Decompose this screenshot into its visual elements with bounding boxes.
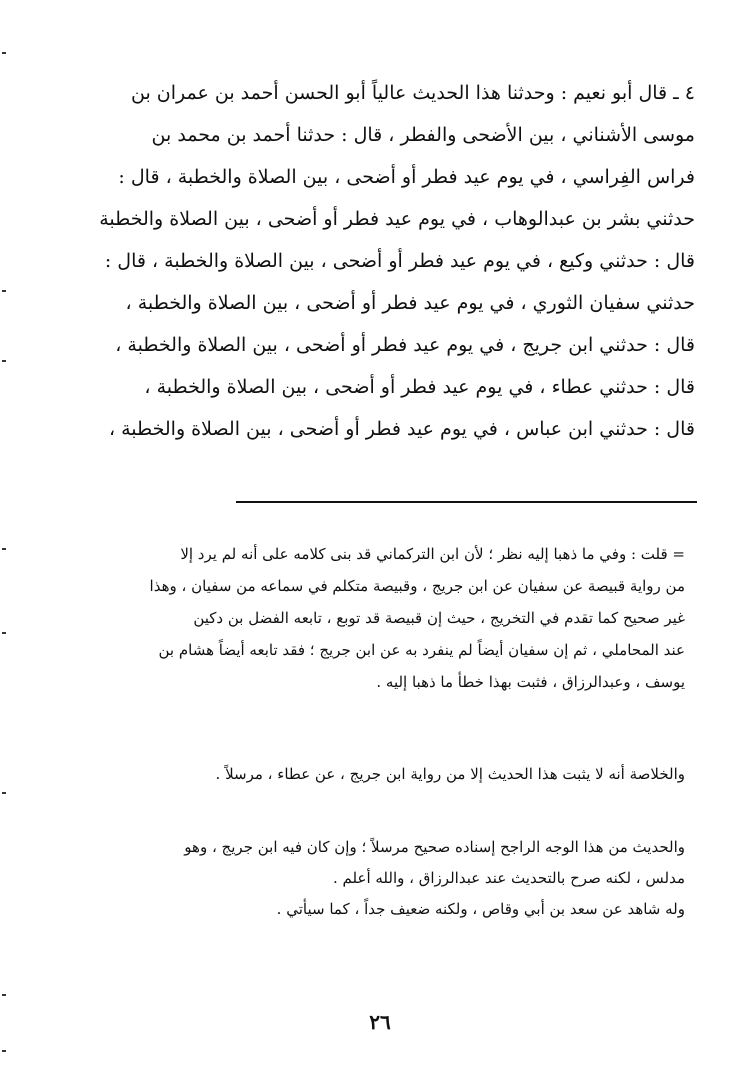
footnote-block: [80, 538, 685, 698]
main-text-line: ٤ ـ قال أبو نعيم : وحدثنا هذا الحديث عالياً أبو الحسن أحمد بن عمران بن: [131, 82, 695, 104]
margin-mark: [2, 52, 6, 54]
margin-mark: [2, 548, 6, 550]
conclusion-paragraph: والخلاصة أنه لا يثبت هذا الحديث إلا من رواية ابن جريج ، عن عطاء ، مرسلاً .: [215, 765, 685, 783]
main-text-line: قال : حدثني عطاء ، في يوم عيد فطر أو أضحى ، بين الصلاة والخطبة ،: [144, 376, 695, 398]
footnote-line: غير صحيح كما تقدم في التخريج ، حيث إن قبيصة قد توبع ، تابعه الفضل بن دكين: [193, 609, 685, 627]
main-text-line: حدثني سفيان الثوري ، في يوم عيد فطر أو أضحى ، بين الصلاة والخطبة ،: [125, 292, 695, 314]
footnote-line: من رواية قبيصة عن سفيان عن ابن جريج ، وقبيصة متكلم في سماعه من سفيان ، وهذا: [149, 577, 685, 595]
main-hadith-text: [80, 72, 695, 450]
margin-mark: [2, 792, 6, 794]
footnote-divider: [236, 501, 697, 503]
main-text-line: فراس الفِراسي ، في يوم عيد فطر أو أضحى ، بين الصلاة والخطبة ، قال :: [118, 166, 695, 188]
main-text-line: قال : حدثني وكيع ، في يوم عيد فطر أو أضحى ، بين الصلاة والخطبة ، قال :: [104, 250, 695, 272]
margin-mark: [2, 1050, 6, 1052]
footnote-line: عند المحاملي ، ثم إن سفيان أيضاً لم ينفرد به عن ابن جريج ؛ فقد تابعه أيضاً هشام بن: [158, 641, 685, 659]
ruling-line: مدلس ، لكنه صرح بالتحديث عند عبدالرزاق ، والله أعلم .: [333, 869, 685, 887]
main-text-line: حدثني بشر بن عبدالوهاب ، في يوم عيد فطر أو أضحى ، بين الصلاة والخطبة: [99, 208, 695, 230]
margin-mark: [2, 994, 6, 996]
footnote-line: يوسف ، وعبدالرزاق ، فثبت بهذا خطأ ما ذهبا إليه .: [376, 673, 685, 691]
margin-mark: [2, 632, 6, 634]
ruling-line: وله شاهد عن سعد بن أبي وقاص ، ولكنه ضعيف جداً ، كما سيأتي .: [276, 900, 685, 918]
main-text-line: قال : حدثني ابن عباس ، في يوم عيد فطر أو أضحى ، بين الصلاة والخطبة ،: [108, 418, 695, 440]
main-text-line: موسى الأشناني ، بين الأضحى والفطر ، قال : حدثنا أحمد بن محمد بن: [151, 124, 695, 146]
margin-mark: [2, 360, 6, 362]
ruling-line: والحديث من هذا الوجه الراجح إسناده صحيح مرسلاً ؛ وإن كان فيه ابن جريج ، وهو: [184, 838, 685, 856]
margin-mark: [2, 290, 6, 292]
main-text-line: قال : حدثني ابن جريج ، في يوم عيد فطر أو أضحى ، بين الصلاة والخطبة ،: [115, 334, 695, 356]
page-number: ٢٦: [369, 1010, 391, 1034]
ruling-paragraph: [80, 832, 685, 925]
footnote-line: = قلت : وفي ما ذهبا إليه نظر ؛ لأن ابن التركماني قد بنى كلامه على أنه لم يرد إلا: [180, 545, 685, 563]
